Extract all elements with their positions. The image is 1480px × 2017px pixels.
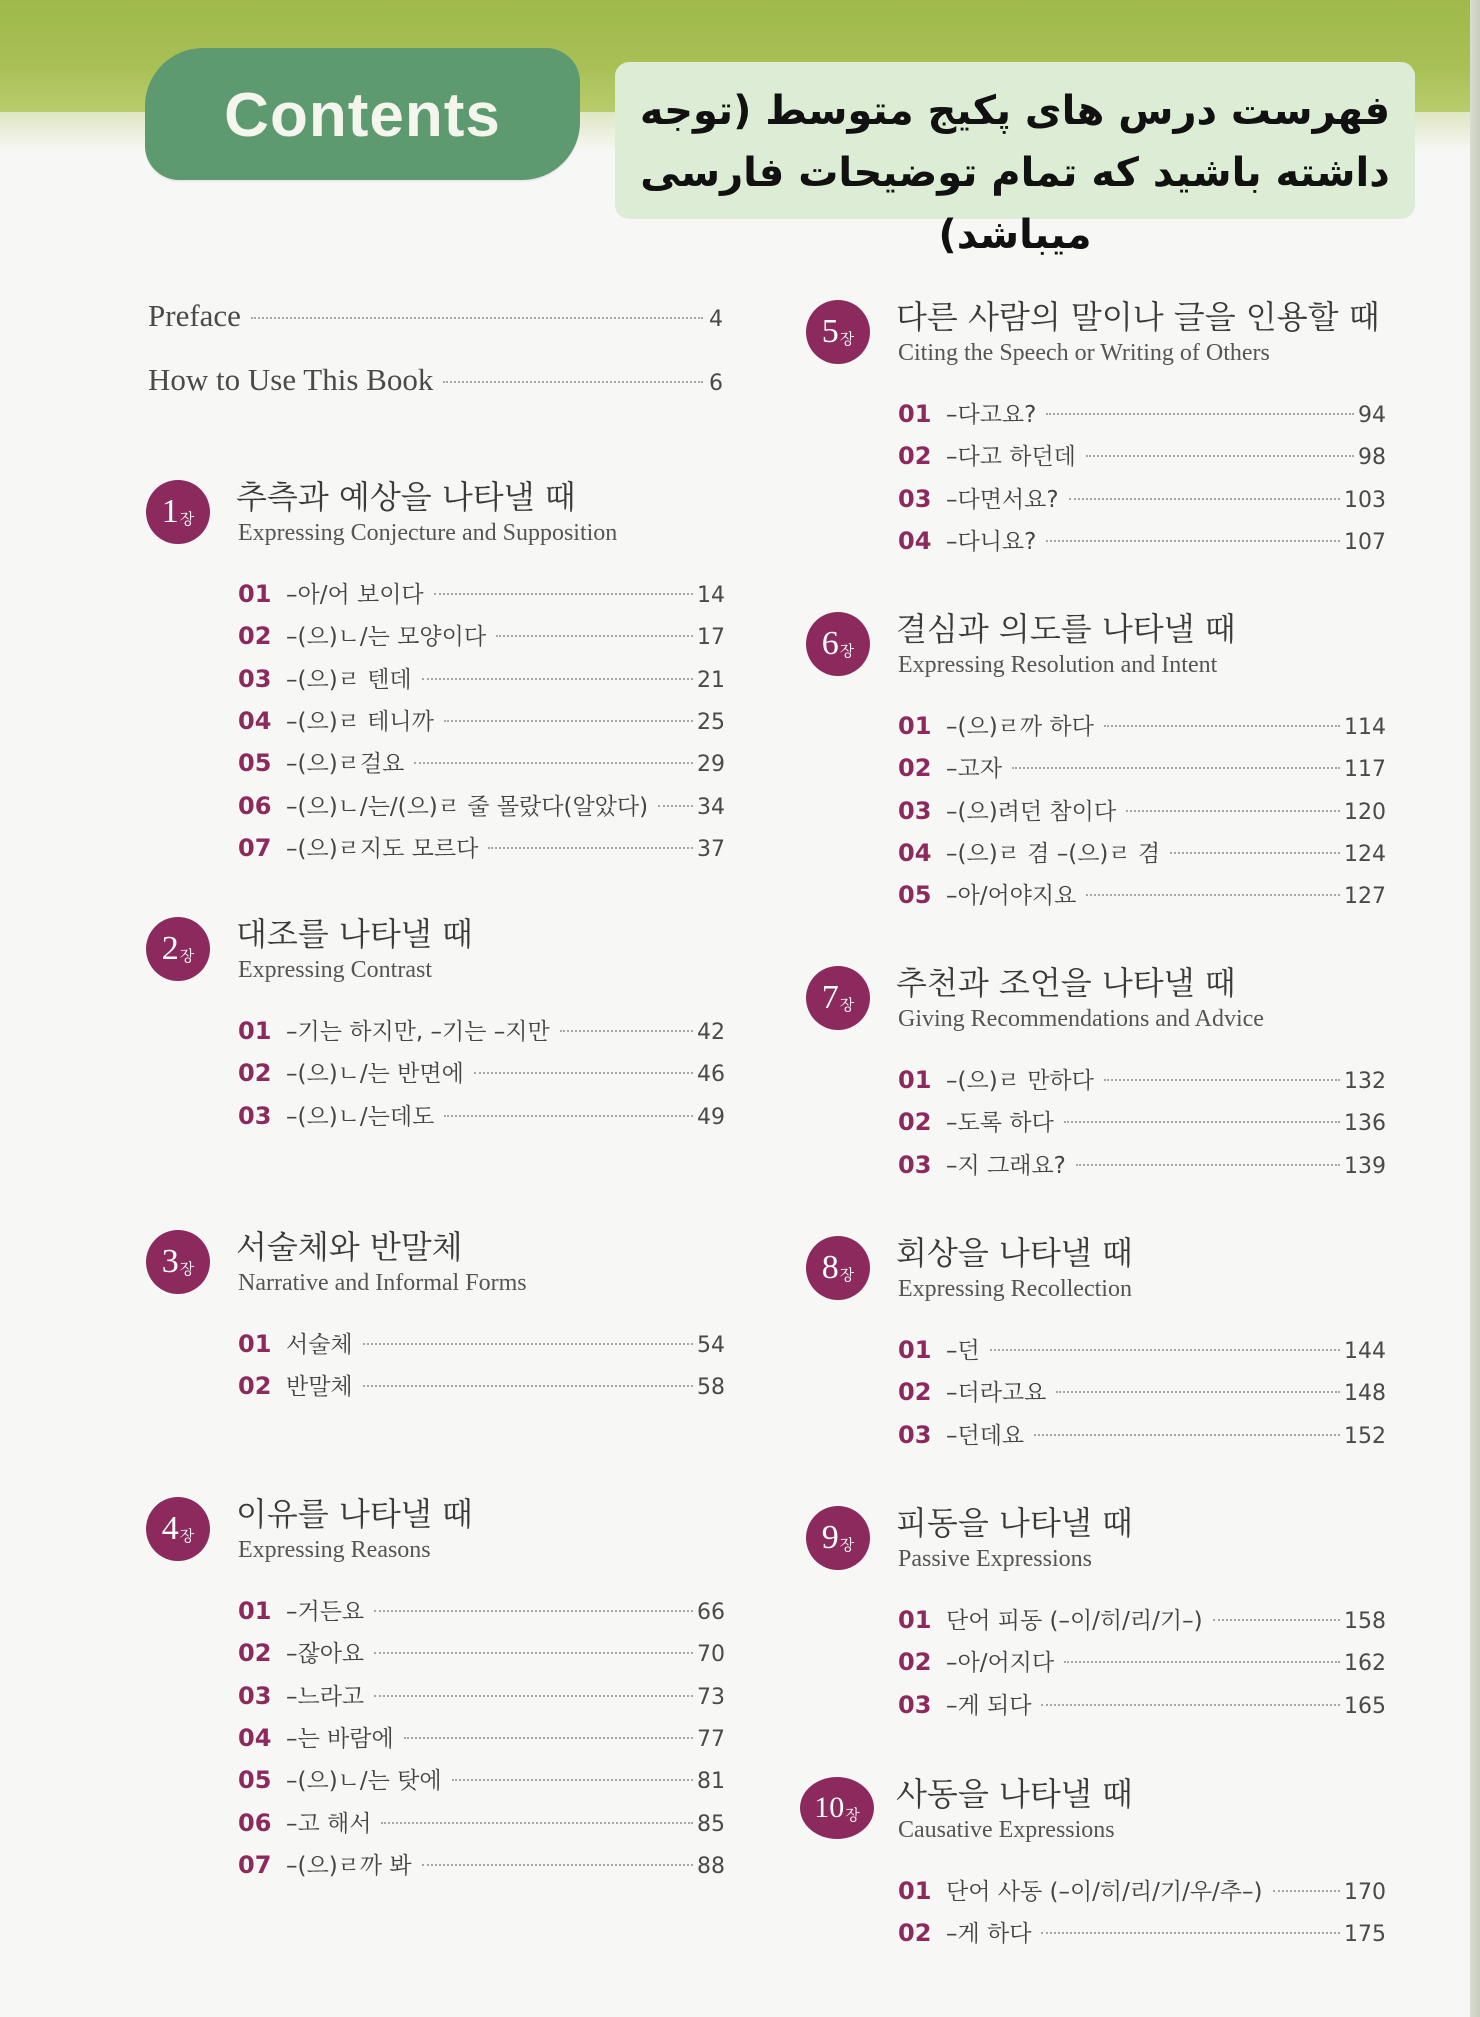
lesson-number: 07 — [238, 1850, 272, 1879]
lesson-title: 단어 사동 (–이/히/리/기/우/추–) — [946, 1879, 1263, 1905]
lesson-row[interactable] — [898, 793, 1386, 827]
lesson-title: –다면서요? — [946, 486, 1059, 513]
page-number: 25 — [697, 709, 725, 735]
leader-dots — [1069, 498, 1340, 500]
lesson-row[interactable] — [898, 708, 1386, 742]
page-number: 88 — [697, 1853, 725, 1879]
lesson-row[interactable] — [238, 618, 725, 652]
lesson-title: –는 바람에 — [286, 1725, 394, 1752]
page-number: 114 — [1344, 715, 1386, 740]
lesson-row[interactable] — [238, 1847, 725, 1881]
lesson-row[interactable] — [238, 576, 725, 610]
lesson-number: 07 — [238, 833, 272, 862]
lesson-number: 03 — [898, 1150, 932, 1179]
page-number: 29 — [697, 752, 725, 778]
page-title: Contents — [224, 81, 501, 150]
lesson-title: –던데요 — [946, 1422, 1025, 1449]
chapter-title-ko[interactable]: 피동을 나타낼 때 — [896, 1504, 1133, 1542]
lesson-number: 01 — [898, 400, 932, 428]
lesson-title: 단어 피동 (–이/히/리/기–) — [946, 1608, 1203, 1634]
lesson-title: –고자 — [946, 756, 1002, 783]
lesson-number: 05 — [238, 749, 272, 778]
chapter-suffix: 장 — [179, 1259, 195, 1278]
lesson-title: –(으)려던 참이다 — [946, 798, 1117, 825]
chapter-number: 6 — [821, 625, 839, 662]
lesson-row[interactable] — [238, 1098, 725, 1132]
leader-dots — [374, 1695, 693, 1697]
lesson-number: 02 — [238, 622, 272, 651]
page-number: 98 — [1358, 445, 1386, 471]
lesson-number: 01 — [898, 1877, 932, 1905]
leader-dots — [1104, 1079, 1340, 1081]
leader-dots — [1086, 894, 1340, 896]
lesson-row[interactable] — [898, 1104, 1386, 1138]
lesson-title: –(으)ㄹ 만하다 — [946, 1068, 1094, 1094]
page-number: 81 — [697, 1769, 725, 1795]
lesson-title: –지 그래요? — [946, 1152, 1066, 1179]
leader-dots — [422, 678, 693, 680]
chapter-badge — [806, 300, 870, 364]
page-number: 136 — [1344, 1111, 1386, 1137]
lesson-row[interactable] — [898, 1374, 1386, 1408]
lesson-number: 01 — [898, 1606, 932, 1634]
lesson-row[interactable] — [238, 661, 725, 695]
chapter-title-ko[interactable]: 서술체와 반말체 — [236, 1228, 463, 1266]
leader-dots — [1170, 852, 1340, 854]
lesson-row[interactable] — [898, 1644, 1386, 1678]
page-number: 144 — [1344, 1339, 1386, 1364]
chapter-number: 3 — [161, 1243, 179, 1280]
page-number: 85 — [697, 1811, 725, 1837]
lesson-number: 06 — [238, 1808, 272, 1837]
lesson-number: 01 — [898, 1336, 932, 1364]
page-number: 37 — [697, 836, 725, 862]
leader-dots — [488, 847, 693, 849]
lesson-title: –기는 하지만, –기는 –지만 — [286, 1019, 550, 1045]
leader-dots — [1086, 455, 1354, 457]
leader-dots — [251, 317, 703, 319]
lesson-title: –아/어 보이다 — [286, 582, 424, 608]
lesson-row[interactable] — [238, 1678, 725, 1712]
page-number: 94 — [1358, 403, 1386, 428]
lesson-title: –더라고요 — [946, 1380, 1047, 1407]
chapter-suffix: 장 — [839, 1535, 855, 1554]
lesson-number: 02 — [898, 1378, 932, 1407]
chapter-badge — [806, 1506, 870, 1570]
chapter-title-ko[interactable]: 다른 사람의 말이나 글을 인용할 때 — [896, 298, 1380, 336]
lesson-number: 02 — [898, 442, 932, 471]
lesson-row[interactable] — [238, 788, 725, 822]
lesson-row[interactable] — [898, 1147, 1386, 1181]
lesson-row[interactable] — [238, 1326, 725, 1360]
lesson-number: 05 — [238, 1766, 272, 1795]
chapter-number: 10 — [814, 1791, 845, 1824]
chapter-title-en: Expressing Reasons — [238, 1537, 431, 1563]
chapter-number: 7 — [821, 979, 839, 1016]
page-number: 103 — [1344, 487, 1386, 513]
leader-dots — [1076, 1164, 1340, 1166]
chapter-title-en: Expressing Contrast — [238, 957, 432, 983]
lesson-number: 03 — [238, 664, 272, 693]
lesson-title: –다니요? — [946, 528, 1037, 555]
lesson-row[interactable] — [898, 1332, 1386, 1366]
leader-dots — [363, 1343, 693, 1345]
page-number: 152 — [1344, 1423, 1386, 1449]
lesson-row[interactable] — [898, 1602, 1386, 1636]
leader-dots — [1104, 725, 1340, 727]
leader-dots — [374, 1652, 693, 1654]
leader-dots — [1046, 413, 1354, 415]
lesson-number: 02 — [898, 754, 932, 783]
page-number: 21 — [697, 667, 725, 693]
lesson-number: 03 — [898, 1420, 932, 1449]
chapter-title-en: Narrative and Informal Forms — [238, 1270, 527, 1296]
leader-dots — [422, 1864, 693, 1866]
page-number: 127 — [1344, 884, 1386, 910]
lesson-title: –느라고 — [286, 1683, 365, 1710]
page-number: 49 — [697, 1104, 725, 1130]
chapter-title-en: Giving Recommendations and Advice — [898, 1006, 1264, 1032]
lesson-row[interactable] — [238, 1635, 725, 1669]
lesson-title: 서술체 — [286, 1332, 353, 1358]
chapter-number: 5 — [821, 313, 839, 350]
front-matter-label: How to Use This Book — [148, 362, 434, 397]
page-number: 107 — [1344, 529, 1386, 555]
chapter-number: 8 — [821, 1249, 839, 1286]
leader-dots — [444, 1115, 693, 1117]
lesson-title: –(으)ㄴ/는/(으)ㄹ 줄 몰랐다(알았다) — [286, 793, 649, 820]
lesson-title: –(으)ㄴ/는데도 — [286, 1103, 435, 1130]
page-number: 46 — [697, 1062, 725, 1088]
leader-dots — [474, 1072, 693, 1074]
page-number: 14 — [697, 583, 725, 608]
leader-dots — [1046, 540, 1340, 542]
lesson-row[interactable] — [898, 1915, 1386, 1949]
lesson-title: –(으)ㄴ/는 모양이다 — [286, 624, 487, 651]
page-number: 120 — [1344, 799, 1386, 825]
page-number: 70 — [697, 1642, 725, 1668]
lesson-title: –도록 하다 — [946, 1110, 1054, 1137]
lesson-number: 04 — [898, 526, 932, 555]
leader-dots — [1041, 1932, 1340, 1934]
lesson-number: 01 — [238, 1597, 272, 1625]
lesson-number: 05 — [898, 881, 932, 910]
lesson-title: –게 되다 — [946, 1692, 1032, 1719]
chapter-badge — [146, 1230, 210, 1294]
lesson-title: –다고요? — [946, 402, 1037, 428]
front-matter-how-to-use[interactable] — [148, 362, 723, 402]
page-number: 165 — [1344, 1693, 1386, 1719]
lesson-number: 03 — [898, 796, 932, 825]
lesson-title: –게 하다 — [946, 1921, 1032, 1948]
page-number: 58 — [697, 1375, 725, 1401]
page-edge — [1470, 0, 1480, 2017]
lesson-title: –아/어야지요 — [946, 883, 1077, 910]
chapter-number: 1 — [161, 493, 179, 530]
page-number: 175 — [1344, 1922, 1386, 1948]
lesson-row[interactable] — [238, 1762, 725, 1796]
lesson-title: –(으)ㄹ지도 모르다 — [286, 835, 479, 862]
page-number: 117 — [1344, 757, 1386, 783]
lesson-number: 02 — [898, 1108, 932, 1137]
leader-dots — [1056, 1391, 1340, 1393]
page-number: 132 — [1344, 1069, 1386, 1094]
leader-dots — [1012, 767, 1340, 769]
chapter-title-en: Citing the Speech or Writing of Others — [898, 340, 1270, 366]
lesson-row[interactable] — [898, 877, 1386, 911]
chapter-title-ko[interactable]: 대조를 나타낼 때 — [236, 915, 473, 953]
chapter-suffix: 장 — [839, 641, 855, 660]
leader-dots — [496, 635, 693, 637]
chapter-badge — [146, 917, 210, 981]
lesson-title: –아/어지다 — [946, 1650, 1055, 1677]
lesson-number: 02 — [898, 1648, 932, 1677]
lesson-number: 03 — [238, 1681, 272, 1710]
lesson-row[interactable] — [238, 1720, 725, 1754]
chapter-suffix: 장 — [179, 1526, 195, 1545]
lesson-number: 03 — [898, 484, 932, 513]
chapter-suffix: 장 — [839, 1265, 855, 1284]
lesson-row[interactable] — [238, 1013, 725, 1047]
lesson-title: –던 — [946, 1338, 980, 1364]
page-number: 73 — [697, 1684, 725, 1710]
page-number: 4 — [709, 307, 723, 332]
contents-tab — [145, 48, 580, 180]
chapter-number: 9 — [821, 1519, 839, 1556]
leader-dots — [1041, 1704, 1340, 1706]
chapter-title-en: Expressing Conjecture and Supposition — [238, 520, 618, 546]
leader-dots — [443, 381, 703, 383]
lesson-number: 06 — [238, 791, 272, 820]
lesson-row[interactable] — [238, 1593, 725, 1627]
lesson-title: –거든요 — [286, 1599, 365, 1625]
chapter-title-ko[interactable]: 결심과 의도를 나타낼 때 — [896, 610, 1236, 648]
leader-dots — [363, 1385, 693, 1387]
chapter-title-en: Passive Expressions — [898, 1546, 1092, 1572]
lesson-row[interactable] — [898, 396, 1386, 430]
chapter-suffix: 장 — [845, 1805, 860, 1824]
lesson-title: 반말체 — [286, 1374, 353, 1401]
lesson-number: 02 — [238, 1372, 272, 1401]
lesson-row[interactable] — [898, 1873, 1386, 1907]
page-number: 77 — [697, 1726, 725, 1752]
page-number: 124 — [1344, 841, 1386, 867]
leader-dots — [381, 1822, 693, 1824]
lesson-title: –(으)ㄹ까 하다 — [946, 714, 1094, 740]
leader-dots — [374, 1610, 693, 1612]
lesson-row[interactable] — [898, 481, 1386, 515]
chapter-badge — [146, 1497, 210, 1561]
lesson-title: –(으)ㄴ/는 반면에 — [286, 1061, 464, 1088]
lesson-row[interactable] — [238, 1055, 725, 1089]
lesson-title: –(으)ㄹ 텐데 — [286, 666, 412, 693]
chapter-title-ko[interactable]: 회상을 나타낼 때 — [896, 1234, 1133, 1272]
leader-dots — [1064, 1661, 1340, 1663]
leader-dots — [434, 593, 693, 595]
lesson-number: 01 — [238, 580, 272, 608]
chapter-badge — [146, 480, 210, 544]
page-number: 17 — [697, 625, 725, 651]
lesson-number: 01 — [898, 712, 932, 740]
page-number: 162 — [1344, 1651, 1386, 1677]
lesson-row[interactable] — [238, 1368, 725, 1402]
leader-dots — [414, 762, 693, 764]
lesson-title: –(으)ㄹ까 봐 — [286, 1852, 412, 1879]
chapter-suffix: 장 — [839, 329, 855, 348]
lesson-row[interactable] — [898, 1687, 1386, 1721]
persian-note: فهرست درس های پکیج متوسط (توجه داشته باشید که تمام توضیحات فارسی میباشد) — [615, 62, 1415, 219]
lesson-row[interactable] — [898, 523, 1386, 557]
leader-dots — [1126, 810, 1340, 812]
lesson-number: 02 — [238, 1639, 272, 1668]
lesson-row[interactable] — [238, 745, 725, 779]
lesson-number: 01 — [898, 1066, 932, 1094]
lesson-number: 04 — [238, 1723, 272, 1752]
page-number: 34 — [697, 794, 725, 820]
lesson-number: 01 — [238, 1330, 272, 1358]
leader-dots — [444, 720, 693, 722]
chapter-badge — [806, 1236, 870, 1300]
chapter-title-en: Expressing Recollection — [898, 1276, 1132, 1302]
chapter-title-ko[interactable]: 사동을 나타낼 때 — [896, 1775, 1133, 1813]
page-number: 6 — [709, 371, 723, 396]
lesson-title: –(으)ㄹ걸요 — [286, 751, 405, 778]
leader-dots — [1034, 1434, 1340, 1436]
front-matter-label: Preface — [148, 298, 241, 333]
chapter-badge — [806, 966, 870, 1030]
lesson-number: 02 — [238, 1059, 272, 1088]
leader-dots — [404, 1737, 693, 1739]
leader-dots — [990, 1349, 1340, 1351]
page-number: 42 — [697, 1020, 725, 1045]
chapter-badge — [800, 1777, 874, 1839]
leader-dots — [452, 1779, 693, 1781]
lesson-title: –(으)ㄴ/는 탓에 — [286, 1768, 442, 1795]
page-number: 66 — [697, 1600, 725, 1625]
lesson-title: –(으)ㄹ 테니까 — [286, 708, 434, 735]
lesson-row[interactable] — [898, 1417, 1386, 1451]
chapter-title-en: Expressing Resolution and Intent — [898, 652, 1218, 678]
lesson-title: –(으)ㄹ 겸 –(으)ㄹ 겸 — [946, 840, 1161, 867]
lesson-number: 04 — [238, 706, 272, 735]
chapter-title-ko[interactable]: 추측과 예상을 나타낼 때 — [236, 478, 576, 516]
leader-dots — [1213, 1619, 1340, 1621]
lesson-row[interactable] — [898, 1062, 1386, 1096]
lesson-row[interactable] — [898, 835, 1386, 869]
front-matter-preface[interactable] — [148, 298, 723, 338]
lesson-row[interactable] — [898, 750, 1386, 784]
chapter-suffix: 장 — [179, 946, 195, 965]
lesson-number: 04 — [898, 838, 932, 867]
leader-dots — [560, 1030, 693, 1032]
lesson-row[interactable] — [238, 1805, 725, 1839]
chapter-suffix: 장 — [179, 509, 195, 528]
page-number: 148 — [1344, 1381, 1386, 1407]
chapter-title-en: Causative Expressions — [898, 1817, 1115, 1843]
lesson-number: 03 — [898, 1690, 932, 1719]
page-number: 54 — [697, 1333, 725, 1358]
page-number: 158 — [1344, 1609, 1386, 1634]
leader-dots — [658, 805, 693, 807]
lesson-number: 01 — [238, 1017, 272, 1045]
chapter-title-ko[interactable]: 이유를 나타낼 때 — [236, 1495, 473, 1533]
page-number: 170 — [1344, 1880, 1386, 1905]
lesson-title: –고 해서 — [286, 1810, 372, 1837]
lesson-title: –다고 하던데 — [946, 444, 1076, 471]
lesson-row[interactable] — [898, 438, 1386, 472]
lesson-number: 03 — [238, 1101, 272, 1130]
chapter-badge — [806, 612, 870, 676]
chapter-suffix: 장 — [839, 995, 855, 1014]
leader-dots — [1064, 1121, 1340, 1123]
lesson-title: –잖아요 — [286, 1641, 365, 1668]
lesson-row[interactable] — [238, 830, 725, 864]
lesson-row[interactable] — [238, 703, 725, 737]
page-number: 139 — [1344, 1153, 1386, 1179]
leader-dots — [1273, 1890, 1341, 1892]
lesson-number: 02 — [898, 1919, 932, 1948]
chapter-number: 4 — [161, 1510, 179, 1547]
chapter-title-ko[interactable]: 추천과 조언을 나타낼 때 — [896, 964, 1236, 1002]
chapter-number: 2 — [161, 930, 179, 967]
